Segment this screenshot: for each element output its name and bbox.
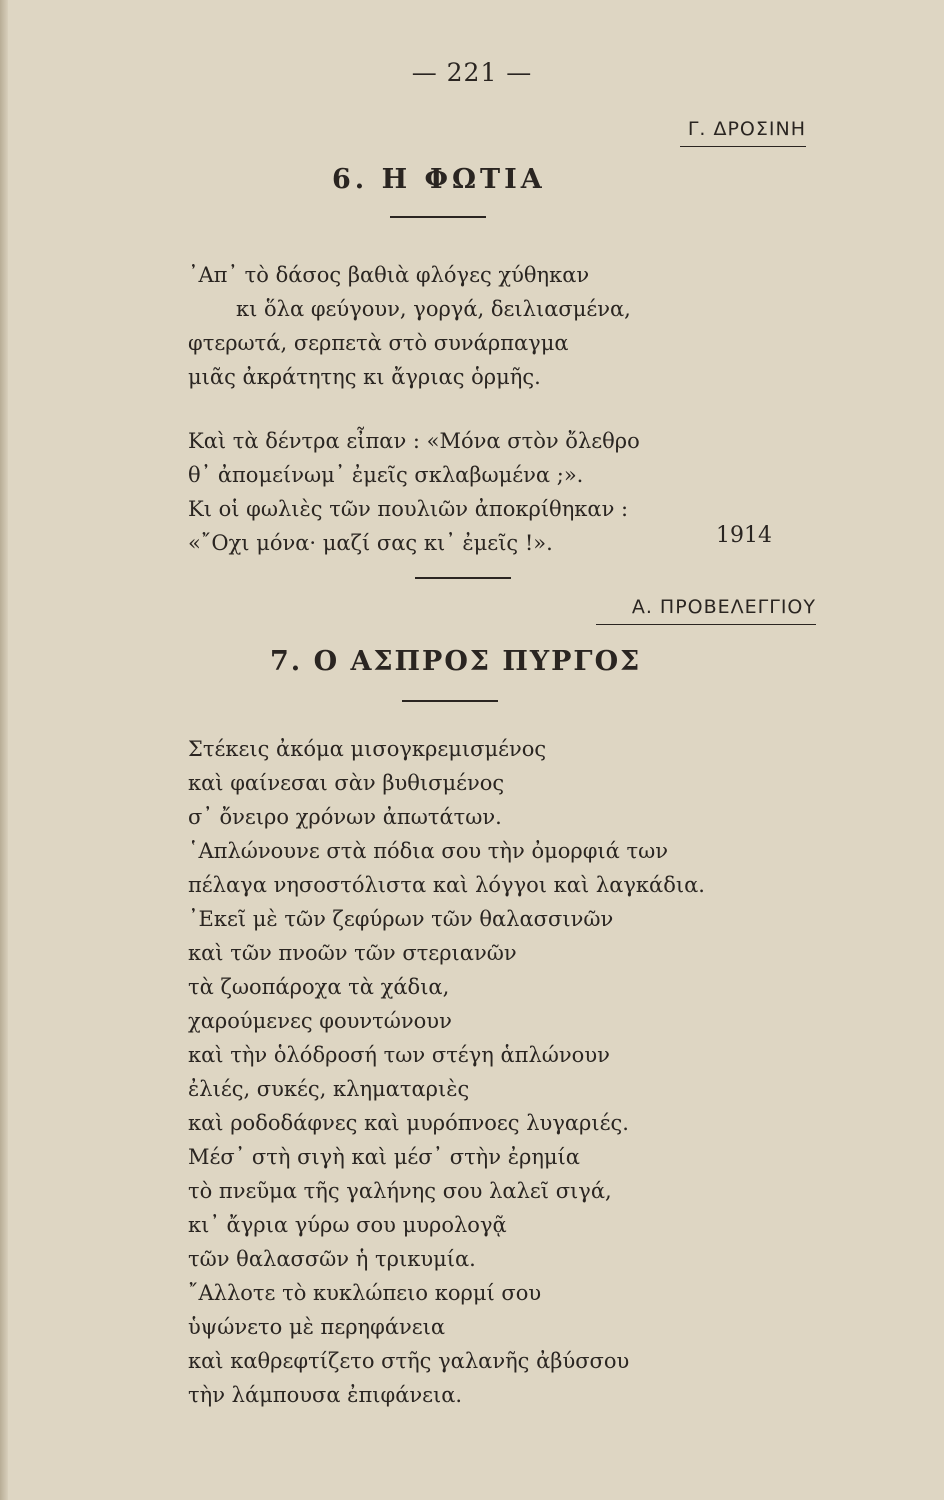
page-number: — 221 — [411,58,533,87]
poem2-body [188,732,705,1412]
verse-line: Στέκεις ἀκόμα μισογκρεμισμένος [188,737,547,761]
section-divider [415,577,511,579]
verse-line: μιᾶς ἀκράτητης κι ἄγριας ὁρμῆς. [188,365,541,389]
verse-line: τὰ ζωοπάροχα τὰ χάδια, [188,975,450,999]
verse-line: κι᾿ ἄγρια γύρω σου μυρολογᾷ [188,1213,507,1237]
verse-line: καὶ καθρεφτίζετο στῆς γαλανῆς ἀβύσσου [188,1349,630,1373]
verse-line: ῎Αλλοτε τὸ κυκλώπειο κορμί σου [188,1281,542,1305]
poem2-title-rule [402,700,498,702]
verse-line: ὑψώνετο μὲ περηφάνεια [188,1315,446,1339]
verse-line: «῎Οχι μόνα· μαζί σας κι᾿ ἐμεῖς !». [188,531,553,555]
poem1-author: Γ. ΔΡΟΣΙΝΗ [687,118,806,140]
verse-line: καὶ ροδοδάφνες καὶ μυρόπνοες λυγαριές. [188,1111,629,1135]
poem1-title-rule [390,216,486,218]
poem2-author: Α. ΠΡΟΒΕΛΕΓΓΙΟΥ [631,596,816,618]
poem1-stanza-1 [188,258,631,394]
poem1-stanza-2 [188,424,640,560]
verse-line: ἐλιές, συκές, κληματαριὲς [188,1077,470,1101]
verse-line: Μέσ᾿ στὴ σιγὴ καὶ μέσ᾿ στὴν ἐρημία [188,1145,580,1169]
page-edge [0,0,8,1500]
verse-line: καὶ τὴν ὁλόδροσή των στέγη ἁπλώνουν [188,1043,610,1067]
poem2-author-underline [596,624,816,625]
verse-line: σ᾿ ὄνειρο χρόνων ἀπωτάτων. [188,805,502,829]
poem2-title: 7. Ο ΑΣΠΡΟΣ ΠΥΡΓΟΣ [270,646,642,677]
verse-line: τῶν θαλασσῶν ἡ τρικυμία. [188,1247,476,1271]
verse-line: θ᾿ ἀπομείνωμ᾿ ἐμεῖς σκλαβωμένα ;». [188,463,584,487]
verse-line: Κι οἱ φωλιὲς τῶν πουλιῶν ἀποκρίθηκαν : [188,497,629,521]
poem1-author-underline [680,146,806,147]
poem1-year: 1914 [716,523,772,548]
verse-line: φτερωτά, σερπετὰ στὸ συνάρπαγμα [188,331,569,355]
verse-line: Καὶ τὰ δέντρα εἶπαν : «Μόνα στὸν ὄλεθρο [188,429,640,453]
verse-line: ῾Απλώνουνε στὰ πόδια σου τὴν ὀμορφιά των [188,839,669,863]
verse-line: τὸ πνεῦμα τῆς γαλήνης σου λαλεῖ σιγά, [188,1179,612,1203]
verse-line: χαρούμενες φουντώνουν [188,1009,452,1033]
verse-line: ᾿Εκεῖ μὲ τῶν ζεφύρων τῶν θαλασσινῶν [188,907,614,931]
verse-line: κι ὅλα φεύγουν, γοργά, δειλιασμένα, [236,297,631,321]
verse-line: καὶ τῶν πνοῶν τῶν στεριανῶν [188,941,517,965]
verse-line: πέλαγα νησοστόλιστα καὶ λόγγοι καὶ λαγκάδια. [188,873,705,897]
verse-line: καὶ φαίνεσαι σὰν βυθισμένος [188,771,505,795]
verse-line: ᾿Απ᾿ τὸ δάσος βαθιὰ φλόγες χύθηκαν [188,263,590,287]
verse-line: τὴν λάμπουσα ἐπιφάνεια. [188,1383,463,1407]
poem1-title: 6. Η ΦΩΤΙΑ [332,164,546,195]
